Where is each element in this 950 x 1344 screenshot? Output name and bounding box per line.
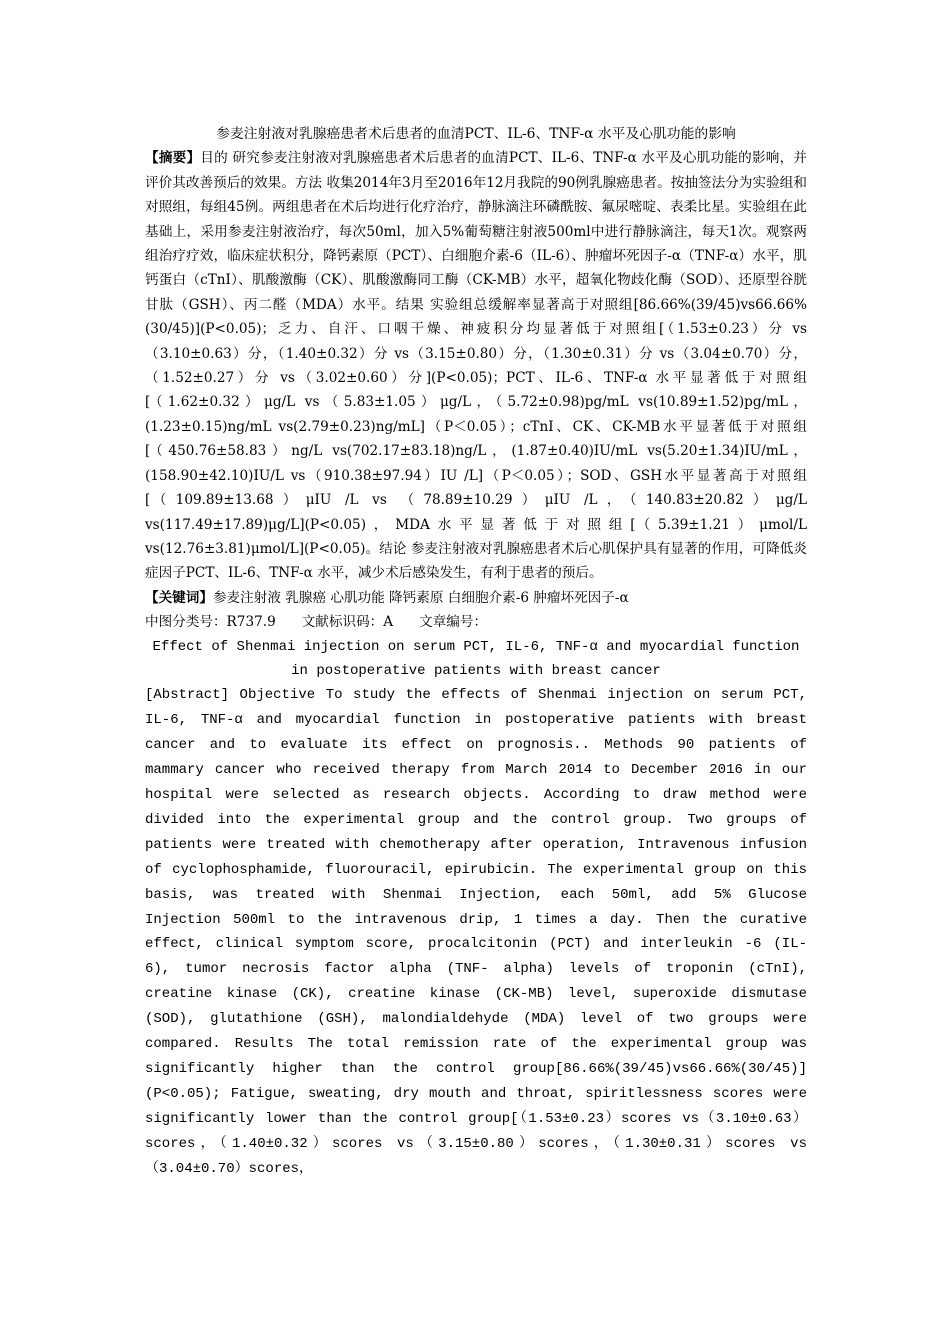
chinese-abstract-text: 目的 研究参麦注射液对乳腺癌患者术后患者的血清PCT、IL-6、TNF-α 水平及心肌功能的影响，并评价其改善预后的效果。方法 收集2014年3月至2016年12月我院的90例乳腺癌患者。按抽签法分为实验组和对照组，每组45例。两组患者在术后均进行化疗治疗，静脉滴注环磷酰胺、氟尿嘧啶、表柔比星。实验组在此基础上，采用参麦注射液治疗，每次50ml，加入5%葡萄糖注射液500ml中进行静脉滴注，每天1次。观察两组治疗疗效，临床症状积分，降钙素原（PCT）、白细胞介素-6（IL-6）、肿瘤坏死因子-α（TNF-α）水平，肌钙蛋白（cTnI）、肌酸激酶（CK）、肌酸激酶同工酶（CK-MB）水平，超氧化物歧化酶（SOD）、还原型谷胱甘肽（GSH）、丙二醛（MDA）水平。结果 实验组总缓解率显著高于对照组[86.66%(39/45)vs66.66%(30/45)](P<0.05)；乏力、自汗、口咽干燥、神疲积分均显著低于对照组[（1.53±0.23）分 vs（3.10±0.63）分，（1.40±0.32）分 vs（3.15±0.80）分，（1.30±0.31）分 vs（3.04±0.70）分，（1.52±0.27）分 vs（3.02±0.60）分](P<0.05)；PCT、IL-6、TNF-α 水平显著低于对照组[（1.62±0.32）μg/L vs（5.83±1.05）μg/L，（5.72±0.98)pg/mL vs(10.89±1.52)pg/mL，(1.23±0.15)ng/mL vs(2.79±0.23)ng/mL]（P＜0.05）；cTnI、CK、CK-MB水平显著低于对照组[（450.76±58.83）ng/L vs(702.17±83.18)ng/L，(1.87±0.40)IU/mL vs(5.20±1.34)IU/mL，(158.90±42.10)IU/L vs（910.38±97.94）IU /L]（P＜0.05）；SOD、GSH水平显著高于对照组[（109.89±13.68）μIU /L vs （78.89±10.29）μIU /L，（140.83±20.82）μg/L vs(117.49±17.89)μg/L](P<0.05)，MDA水平显著低于对照组[（5.39±1.21）μmol/L vs(12.76±3.81)μmol/L](P<0.05)。结论 参麦注射液对乳腺癌患者术后心肌保护具有显著的作用，可降低炎症因子PCT、IL-6、TNF-α 水平，减少术后感染发生，有利于患者的预后。 bbox=[145, 150, 808, 582]
english-abstract: [Abstract] Objective To study the effects of Shenmai injection on serum PCT, IL-6, TNF-α and myocardial function in postoperative patients with breast cancer and to evaluate its effect on prognosis.. Methods 90 patients of mammary cancer who received therapy from March 2014 to December 2016 in our hospital were selected as research objects. According to draw method were divided into the experimental group and the control group. Two groups of patients were treated with chemotherapy after operation, Intravenous infusion of cyclophosphamide, fluorouracil, epirubicin. The experimental group on this basis, was treated with Shenmai Injection, each 50ml, add 5% Glucose Injection 500ml to the intravenous drip, 1 times a day. Then the curative effect, clinical symptom score, procalcitonin (PCT) and interleukin -6 (IL-6), tumor necrosis factor alpha (TNF- alpha) levels of troponin (cTnI), creatine kinase (CK), creatine kinase (CK-MB) level, superoxide dismutase (SOD), glutathione (GSH), malondialdehyde (MDA) level of two groups were compared. Results The total remission rate of the experimental group was significantly higher than the control group[86.66%(39/45)vs66.66%(30/45)](P<0.05); Fatigue, sweating, dry mouth and throat, spiritlessness scores were significantly lower than the control group[（1.53±0.23）scores vs（3.10±0.63）scores，（1.40±0.32）scores vs（3.15±0.80）scores，（1.30±0.31）scores vs（3.04±0.70）scores， bbox=[145, 687, 807, 1177]
chinese-abstract bbox=[145, 146, 807, 585]
document-code: 文献标识码：A bbox=[301, 614, 394, 631]
english-title-line-1: Effect of Shenmai injection on serum PCT, IL-6, TNF-α and myocardial function bbox=[152, 638, 800, 655]
english-title bbox=[145, 635, 807, 684]
article-number: 文章编号： bbox=[419, 614, 488, 631]
chinese-abstract-label: 【摘要】 bbox=[145, 150, 201, 167]
classification-row bbox=[145, 610, 807, 634]
chinese-keywords-label: 【关键词】 bbox=[145, 589, 213, 606]
document-page bbox=[145, 122, 807, 1181]
clc-number: 中图分类号：R737.9 bbox=[145, 614, 276, 631]
english-title-line-2: in postoperative patients with breast cancer bbox=[291, 662, 661, 679]
chinese-title: 参麦注射液对乳腺癌患者术后患者的血清PCT、IL-6、TNF-α 水平及心肌功能的影响 bbox=[216, 126, 736, 142]
chinese-keywords-text: 参麦注射液 乳腺癌 心肌功能 降钙素原 白细胞介素-6 肿瘤坏死因子-α bbox=[212, 589, 629, 606]
chinese-keywords bbox=[145, 586, 807, 610]
